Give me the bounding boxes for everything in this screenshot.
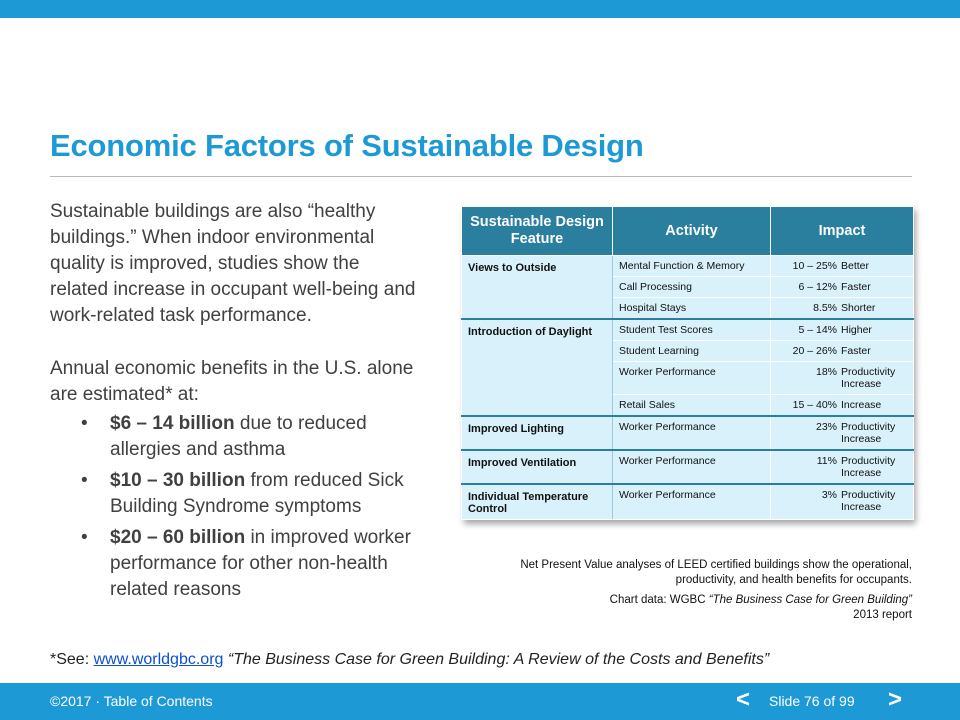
- feature-cell: Improved Ventilation: [462, 450, 613, 484]
- benefit-text: in improved worker performance for other non-health related reasons: [110, 527, 411, 600]
- activity-cell: Mental Function & Memory: [613, 256, 771, 277]
- impact-cell: [771, 416, 914, 450]
- benefit-amount: $10 – 30 billion: [110, 470, 246, 491]
- worldgbc-link[interactable]: www.worldgbc.org: [93, 651, 224, 668]
- next-slide-icon[interactable]: >: [888, 686, 903, 713]
- table-row: [462, 484, 914, 520]
- impact-value: [777, 366, 907, 390]
- feature-cell: Introduction of Daylight: [462, 319, 613, 416]
- impact-description: Productivity Increase: [841, 366, 896, 390]
- impact-description: Faster: [841, 281, 871, 293]
- benefit-item: [50, 525, 420, 603]
- impact-description: Better: [841, 260, 870, 272]
- benefit-amount: $20 – 60 billion: [110, 527, 246, 548]
- impact-number: 23%: [815, 421, 837, 433]
- table-row: [462, 319, 914, 341]
- impact-number: 6 – 12%: [798, 281, 837, 293]
- impact-description: Productivity Increase: [841, 455, 896, 479]
- impact-cell: [771, 450, 914, 484]
- impact-description: Productivity Increase: [841, 489, 896, 513]
- impact-description: Higher: [841, 324, 872, 336]
- table-row: [462, 416, 914, 450]
- impact-table: [461, 206, 914, 520]
- impact-value: [777, 260, 907, 272]
- source-title: “The Business Case for Green Building”: [708, 594, 912, 606]
- footnote: [50, 651, 769, 669]
- table-caption: [461, 558, 912, 623]
- impact-number: 3%: [821, 489, 837, 501]
- impact-cell: [771, 277, 914, 298]
- impact-value: [777, 281, 907, 293]
- feature-cell: Improved Lighting: [462, 416, 613, 450]
- benefit-text: from reduced Sick Building Syndrome symptoms: [110, 470, 404, 517]
- impact-value: [777, 421, 907, 445]
- footer-bar: [0, 683, 960, 720]
- impact-number: 20 – 26%: [792, 345, 837, 357]
- body-text: [50, 199, 420, 608]
- footer-copyright-toc[interactable]: ©2017 · Table of Contents: [50, 693, 213, 709]
- impact-cell: [771, 484, 914, 520]
- body-paragraph-2: Annual economic benefits in the U.S. alone are estimated* at:: [50, 358, 414, 405]
- benefit-text: due to reduced allergies and asthma: [110, 413, 367, 460]
- impact-number: 11%: [816, 455, 837, 467]
- feature-cell: Views to Outside: [462, 256, 613, 320]
- caption-source: [461, 593, 912, 623]
- header-feature: Sustainable Design Feature: [462, 207, 613, 256]
- impact-value: [777, 455, 907, 479]
- impact-value: [777, 399, 907, 411]
- impact-value: [777, 489, 907, 513]
- activity-cell: Hospital Stays: [613, 298, 771, 320]
- bullet-icon: •: [81, 470, 88, 491]
- activity-cell: Student Test Scores: [613, 319, 771, 341]
- activity-cell: Call Processing: [613, 277, 771, 298]
- impact-cell: [771, 362, 914, 395]
- impact-description: Shorter: [841, 302, 876, 314]
- slide-counter: Slide 76 of 99: [769, 693, 855, 709]
- footnote-title: “The Business Case for Green Building: A Review of the Costs and Benefits”: [223, 651, 770, 668]
- activity-cell: Retail Sales: [613, 395, 771, 417]
- bullet-icon: •: [81, 527, 88, 548]
- source-prefix: Chart data: WGBC: [609, 594, 709, 606]
- impact-value: [777, 302, 907, 314]
- activity-cell: Student Learning: [613, 341, 771, 362]
- benefit-amount: $6 – 14 billion: [110, 413, 235, 434]
- previous-slide-icon[interactable]: <: [736, 686, 751, 713]
- impact-number: 10 – 25%: [792, 260, 837, 272]
- impact-value: [777, 324, 907, 336]
- impact-number: 18%: [815, 366, 837, 378]
- table-body: [462, 256, 914, 520]
- bullet-icon: •: [81, 413, 88, 434]
- footnote-prefix: *See:: [50, 651, 94, 668]
- body-paragraph-1: Sustainable buildings are also “healthy buildings.” When indoor environmental quality is improved, studies show the related increase in occupant well-being and work-related task performance.: [50, 201, 416, 326]
- impact-number: 5 – 14%: [798, 324, 837, 336]
- impact-description: Faster: [841, 345, 871, 357]
- benefit-item: [50, 468, 420, 520]
- benefit-item: [50, 411, 420, 463]
- header-impact: Impact: [771, 207, 914, 256]
- title-divider: [50, 176, 912, 177]
- impact-cell: [771, 341, 914, 362]
- activity-cell: Worker Performance: [613, 362, 771, 395]
- table-header-row: [462, 207, 914, 256]
- header-activity: Activity: [613, 207, 771, 256]
- impact-number: 8.5%: [813, 302, 837, 314]
- impact-cell: [771, 319, 914, 341]
- impact-cell: [771, 395, 914, 417]
- impact-description: Increase: [841, 399, 882, 411]
- activity-cell: Worker Performance: [613, 484, 771, 520]
- table-row: [462, 450, 914, 484]
- impact-cell: [771, 256, 914, 277]
- top-accent-bar: [0, 0, 960, 18]
- slide-title: Economic Factors of Sustainable Design: [50, 128, 644, 163]
- impact-value: [777, 345, 907, 357]
- impact-table-container: [461, 206, 913, 520]
- feature-cell: Individual Temperature Control: [462, 484, 613, 520]
- activity-cell: Worker Performance: [613, 450, 771, 484]
- impact-description: Productivity Increase: [841, 421, 896, 445]
- impact-cell: [771, 298, 914, 320]
- caption-text: Net Present Value analyses of LEED certified buildings show the operational, productivity, and health benefits for occupants.: [520, 559, 912, 586]
- source-suffix: 2013 report: [853, 609, 912, 621]
- table-row: [462, 256, 914, 277]
- impact-number: 15 – 40%: [792, 399, 837, 411]
- activity-cell: Worker Performance: [613, 416, 771, 450]
- benefit-list: [50, 411, 420, 603]
